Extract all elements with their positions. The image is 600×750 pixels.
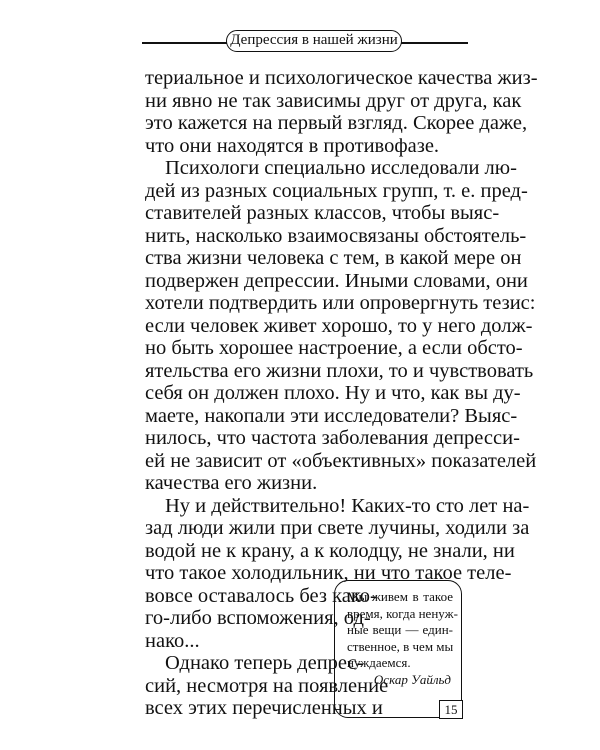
text-line: Ну и действительно! Каких-то сто лет на- (165, 494, 530, 517)
text-line: ей не зависит от «объективных» показателей (145, 449, 537, 472)
text-line: но быть хорошее настроение, а если обсто- (145, 337, 523, 359)
text-line: нить, насколько взаимосвязаны обстоятель- (145, 224, 527, 247)
text-line: водой не к крану, а к колодцу, не знали, ни (145, 539, 515, 562)
text-line: сий, несмотря на появление (145, 674, 389, 697)
quote-line: нуждаемся. (347, 655, 411, 671)
quote-line: ственное, в чем мы (347, 638, 454, 654)
text-line: маете, накопали эти исследователи? Выяс- (145, 404, 518, 427)
text-line: Психологи специально исследовали лю- (165, 157, 517, 179)
quote-line: время, когда ненуж- (347, 605, 458, 621)
text-line: подвержен депрессии. Иными словами, они (145, 269, 528, 292)
text-line: ятельства его жизни плохи, то и чувствовать (145, 359, 534, 382)
text-line: зад люди жили при свете лучины, ходили за (145, 517, 530, 539)
text-line: что такое холодильник, ни что такое теле- (145, 562, 512, 584)
text-line: ства жизни человека с тем, в какой мере он (145, 247, 522, 269)
quote-line: ные вещи — един- (347, 622, 453, 638)
text-line: ставителей разных классов, чтобы выяс- (145, 202, 500, 224)
text-line: хотели подтвердить или опровергнуть тезис: (145, 292, 536, 314)
text-line: если человек живет хорошо, то у него долж- (145, 314, 533, 337)
text-line: всех этих перечисленных и (145, 697, 383, 719)
text-line: дей из разных социальных групп, т. е. пред- (145, 179, 528, 202)
text-line: вовсе оставалось без како- (145, 584, 377, 607)
text-line: качества его жизни. (145, 472, 318, 494)
text-line: го-либо вспоможения, од- (145, 607, 371, 629)
quote-author: Оскар Уайльд (373, 671, 451, 687)
text-line: нако... (145, 629, 200, 652)
running-header-title: Депрессия в нашей жизни (226, 30, 402, 52)
text-line: это кажется на первый взгляд. Скорее даже, (145, 112, 528, 134)
text-line: териальное и психологическое качества жиз- (145, 67, 538, 89)
text-line: нилось, что частота заболевания депресси- (145, 427, 520, 449)
text-line: что они находятся в противофазе. (145, 134, 440, 157)
text-line: Однако теперь депрес- (165, 652, 364, 674)
text-line: себя он должен плохо. Ну и что, как вы ду- (145, 382, 521, 404)
page-number: 15 (439, 700, 463, 719)
text-line: ни явно не так зависимы друг от друга, как (145, 89, 522, 112)
quote-line: Мы живем в такое (347, 589, 453, 604)
